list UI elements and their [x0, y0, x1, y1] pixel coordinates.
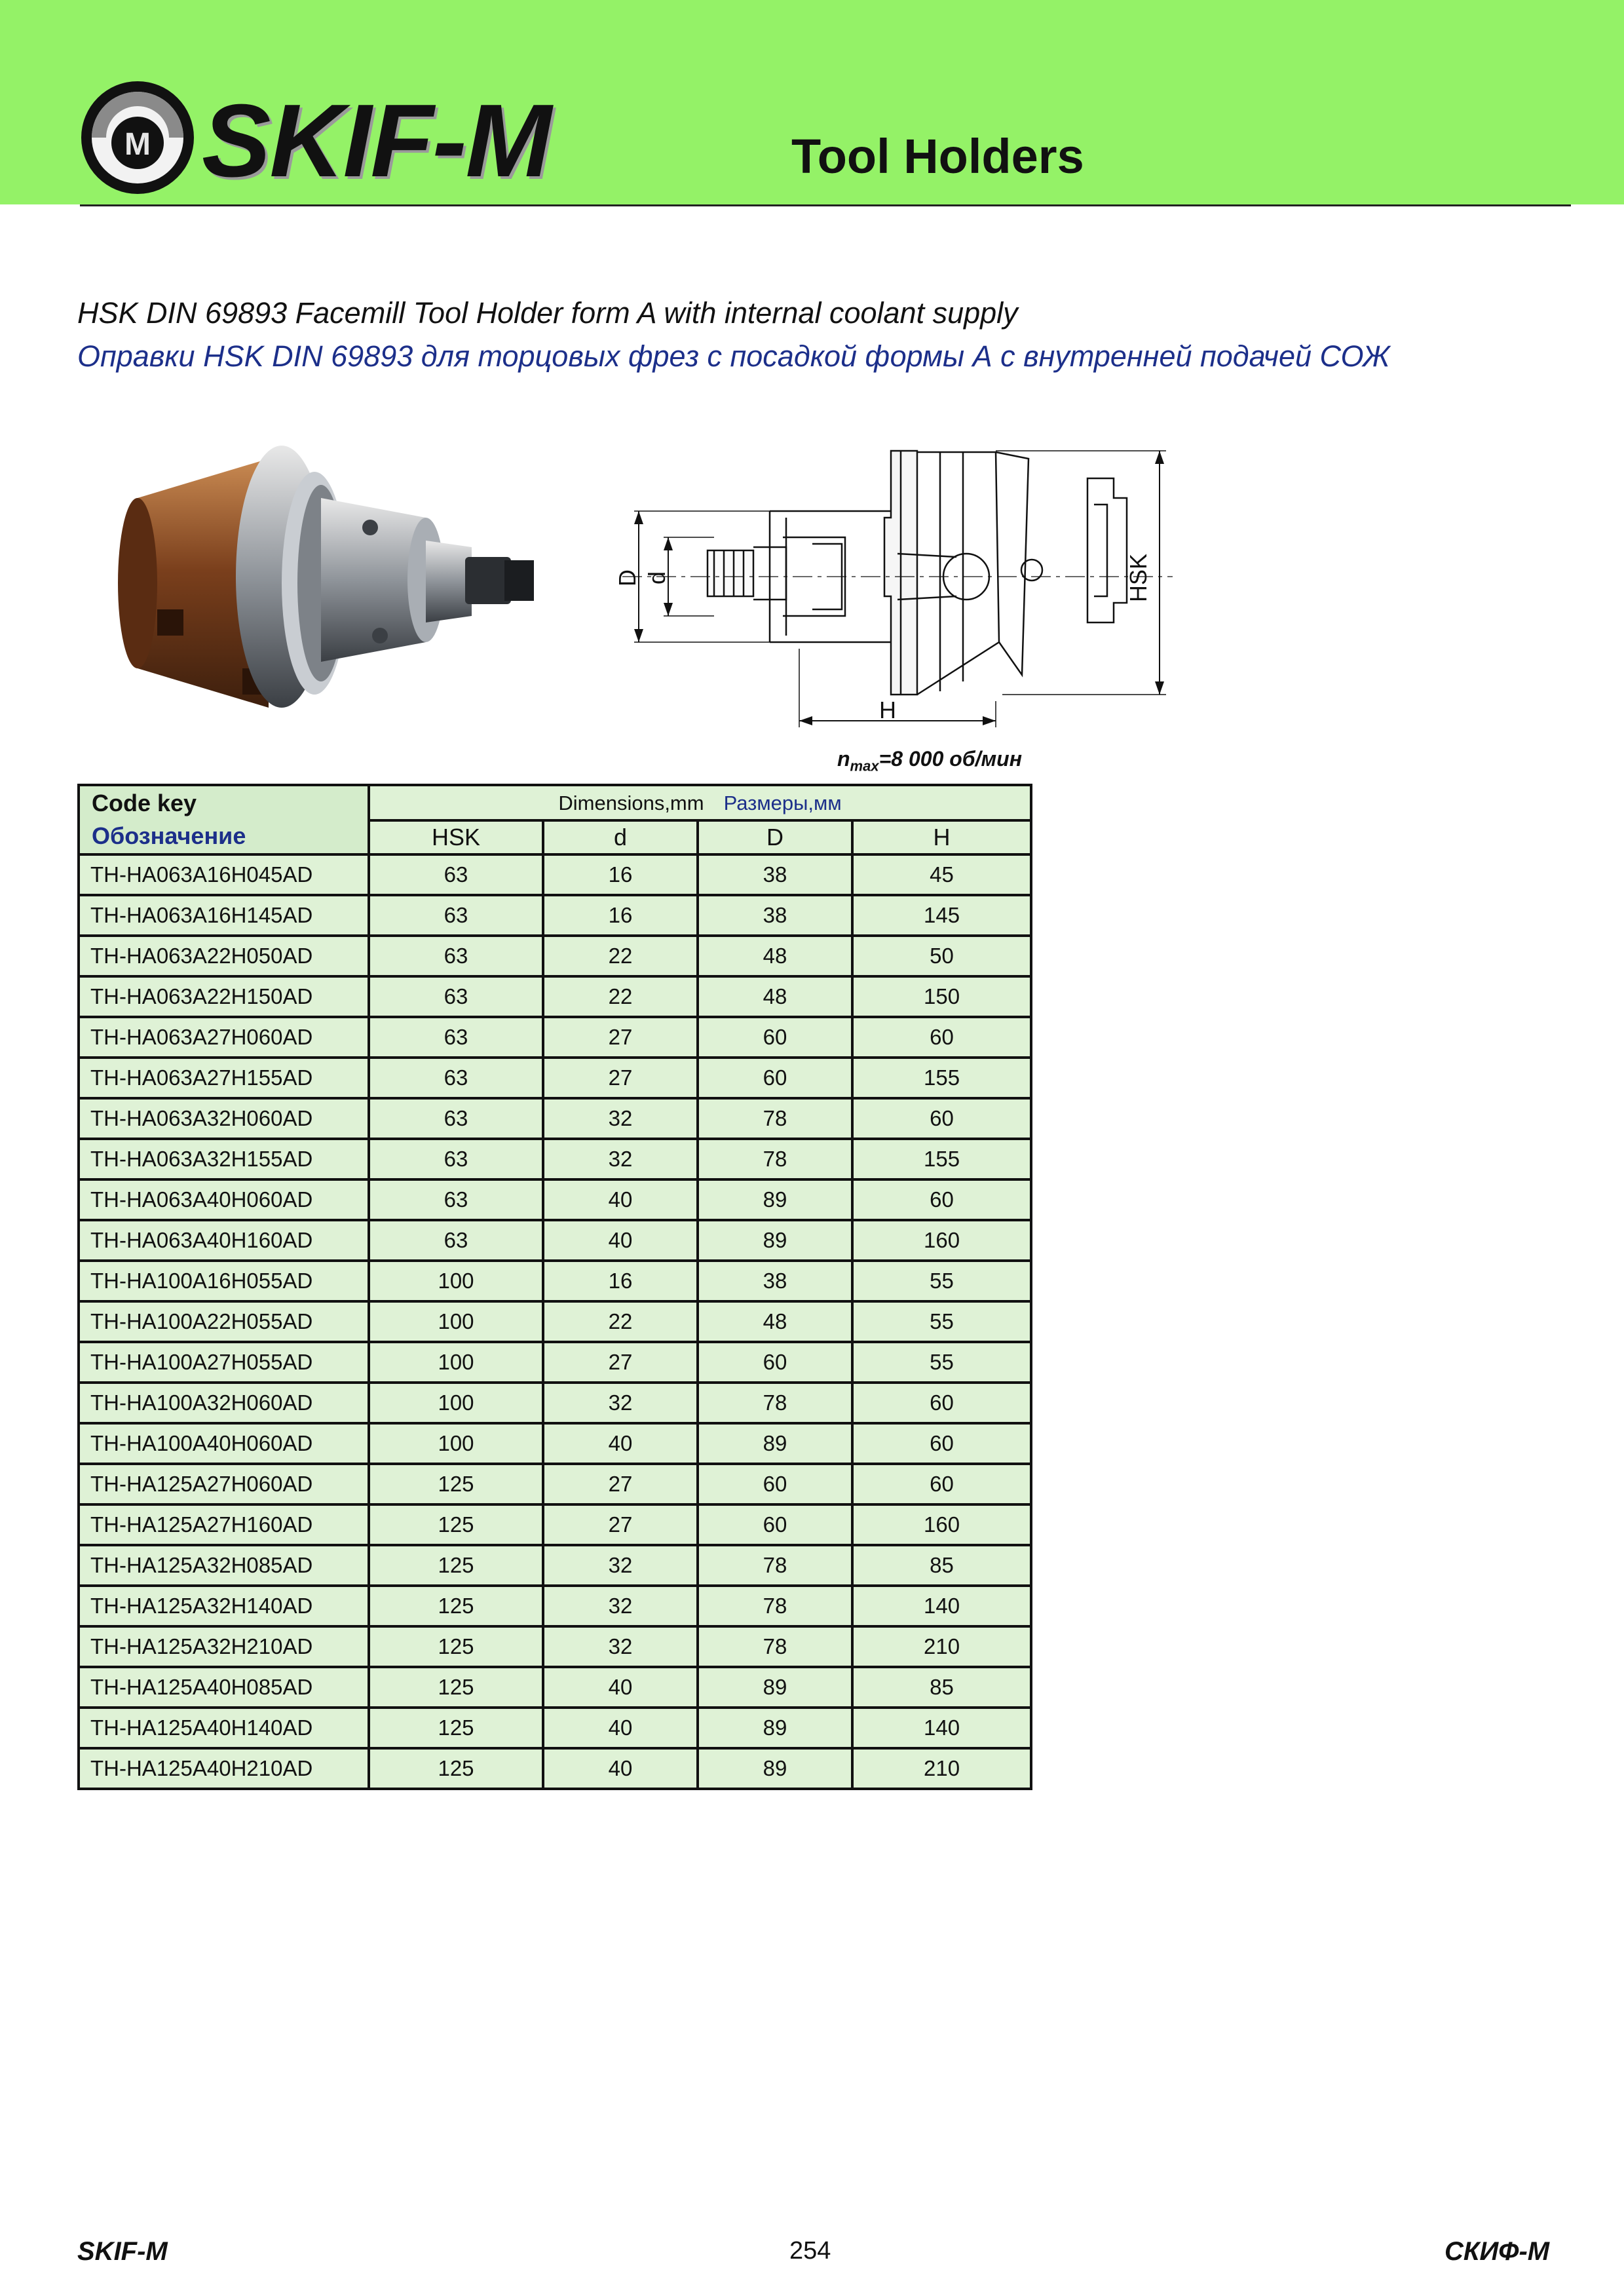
table-row [79, 1058, 1031, 1098]
max-speed-note [837, 747, 1022, 775]
cell-code: TH-HA063A27H060AD [79, 1017, 369, 1058]
cell-D: 89 [698, 1667, 852, 1708]
col-header-H: H [852, 820, 1031, 854]
cell-d: 27 [543, 1504, 698, 1545]
cell-H: 160 [852, 1220, 1031, 1261]
cell-hsk: 100 [369, 1423, 543, 1464]
cell-code: TH-HA063A40H160AD [79, 1220, 369, 1261]
cell-code: TH-HA125A32H140AD [79, 1586, 369, 1626]
subtitle-english: HSK DIN 69893 Facemill Tool Holder form A with internal coolant supply [77, 296, 1018, 330]
cell-D: 78 [698, 1098, 852, 1139]
cell-H: 140 [852, 1708, 1031, 1748]
cell-hsk: 63 [369, 976, 543, 1017]
product-photo [98, 419, 570, 734]
cell-H: 155 [852, 1058, 1031, 1098]
table-row [79, 936, 1031, 976]
cell-hsk: 63 [369, 1139, 543, 1179]
cell-code: TH-HA125A32H210AD [79, 1626, 369, 1667]
cell-D: 60 [698, 1342, 852, 1383]
subtitle-russian: Оправки HSK DIN 69893 для торцовых фрез с посадкой формы А с внутренней подачей СОЖ [77, 339, 1390, 373]
cell-H: 150 [852, 976, 1031, 1017]
cell-H: 45 [852, 854, 1031, 895]
cell-d: 22 [543, 936, 698, 976]
table-row [79, 1708, 1031, 1748]
cell-d: 27 [543, 1017, 698, 1058]
spec-table-body [79, 854, 1031, 1789]
cell-hsk: 63 [369, 1058, 543, 1098]
cell-code: TH-HA100A16H055AD [79, 1261, 369, 1301]
cell-H: 60 [852, 1017, 1031, 1058]
cell-hsk: 125 [369, 1667, 543, 1708]
cell-H: 210 [852, 1626, 1031, 1667]
cell-d: 27 [543, 1058, 698, 1098]
cell-d: 16 [543, 1261, 698, 1301]
table-row [79, 1667, 1031, 1708]
logo-letter: M [124, 127, 151, 162]
cell-code: TH-HA063A27H155AD [79, 1058, 369, 1098]
brand-name: SKIF-M [202, 83, 551, 199]
cell-code: TH-HA125A40H140AD [79, 1708, 369, 1748]
header-row-1 [79, 785, 1031, 820]
cell-d: 16 [543, 895, 698, 936]
col-header-d: d [543, 820, 698, 854]
cell-d: 32 [543, 1139, 698, 1179]
cell-D: 60 [698, 1058, 852, 1098]
cell-D: 78 [698, 1626, 852, 1667]
cell-d: 22 [543, 1301, 698, 1342]
cell-code: TH-HA063A22H150AD [79, 976, 369, 1017]
codekey-ru: Обозначение [92, 822, 246, 849]
cell-hsk: 63 [369, 1017, 543, 1058]
codekey-en: Code key [92, 790, 197, 816]
cell-hsk: 63 [369, 1179, 543, 1220]
cell-hsk: 100 [369, 1301, 543, 1342]
cell-H: 55 [852, 1261, 1031, 1301]
cell-d: 40 [543, 1748, 698, 1789]
cell-d: 32 [543, 1626, 698, 1667]
cell-D: 60 [698, 1464, 852, 1504]
cell-H: 60 [852, 1464, 1031, 1504]
cell-H: 210 [852, 1748, 1031, 1789]
table-row [79, 1139, 1031, 1179]
table-row [79, 854, 1031, 895]
cell-code: TH-HA063A16H045AD [79, 854, 369, 895]
cell-D: 48 [698, 1301, 852, 1342]
cell-hsk: 63 [369, 1220, 543, 1261]
cell-code: TH-HA063A32H060AD [79, 1098, 369, 1139]
cell-D: 89 [698, 1220, 852, 1261]
cell-code: TH-HA125A40H085AD [79, 1667, 369, 1708]
cell-d: 40 [543, 1423, 698, 1464]
cell-code: TH-HA100A22H055AD [79, 1301, 369, 1342]
cell-code: TH-HA100A27H055AD [79, 1342, 369, 1383]
cell-H: 60 [852, 1423, 1031, 1464]
footer-brand-latin: SKIF-M [77, 2237, 168, 2266]
cell-hsk: 100 [369, 1342, 543, 1383]
cell-D: 89 [698, 1179, 852, 1220]
cell-D: 38 [698, 1261, 852, 1301]
table-row [79, 1545, 1031, 1586]
cell-code: TH-HA063A40H060AD [79, 1179, 369, 1220]
cell-H: 60 [852, 1179, 1031, 1220]
cell-D: 89 [698, 1423, 852, 1464]
cell-d: 27 [543, 1464, 698, 1504]
col-header-D: D [698, 820, 852, 854]
cell-code: TH-HA100A40H060AD [79, 1423, 369, 1464]
cell-D: 78 [698, 1139, 852, 1179]
table-row [79, 1748, 1031, 1789]
cell-D: 48 [698, 976, 852, 1017]
col-header-hsk: HSK [369, 820, 543, 854]
cell-code: TH-HA125A27H160AD [79, 1504, 369, 1545]
cell-code: TH-HA125A32H085AD [79, 1545, 369, 1586]
nmax-n: n [837, 747, 850, 771]
table-row [79, 1504, 1031, 1545]
cell-hsk: 125 [369, 1708, 543, 1748]
cell-hsk: 63 [369, 895, 543, 936]
table-row [79, 1179, 1031, 1220]
table-row [79, 1342, 1031, 1383]
cell-code: TH-HA063A22H050AD [79, 936, 369, 976]
table-row [79, 1301, 1031, 1342]
cell-hsk: 63 [369, 936, 543, 976]
cell-d: 40 [543, 1220, 698, 1261]
cell-D: 78 [698, 1383, 852, 1423]
label-H: H [879, 697, 896, 723]
cell-d: 40 [543, 1179, 698, 1220]
table-row [79, 895, 1031, 936]
cell-H: 140 [852, 1586, 1031, 1626]
cell-code: TH-HA125A27H060AD [79, 1464, 369, 1504]
table-row [79, 1423, 1031, 1464]
cell-D: 48 [698, 936, 852, 976]
footer-brand-cyrillic: СКИФ-М [1445, 2237, 1550, 2266]
brand-logo [77, 77, 549, 199]
cell-D: 89 [698, 1708, 852, 1748]
cell-D: 38 [698, 854, 852, 895]
dimensions-header [369, 785, 1031, 820]
table-row [79, 1464, 1031, 1504]
cell-H: 60 [852, 1098, 1031, 1139]
table-row [79, 1586, 1031, 1626]
cell-hsk: 125 [369, 1586, 543, 1626]
cell-hsk: 63 [369, 854, 543, 895]
label-D: D [614, 569, 641, 586]
cell-hsk: 125 [369, 1464, 543, 1504]
cell-H: 85 [852, 1545, 1031, 1586]
cell-H: 85 [852, 1667, 1031, 1708]
label-d: d [643, 571, 670, 585]
page-number: 254 [789, 2237, 831, 2265]
table-row [79, 1383, 1031, 1423]
cell-H: 155 [852, 1139, 1031, 1179]
table-row [79, 1017, 1031, 1058]
cell-d: 40 [543, 1708, 698, 1748]
cell-D: 38 [698, 895, 852, 936]
table-row [79, 1261, 1031, 1301]
label-HSK: HSK [1125, 553, 1152, 603]
cell-d: 32 [543, 1545, 698, 1586]
cell-d: 32 [543, 1098, 698, 1139]
table-row [79, 1220, 1031, 1261]
codekey-header [79, 785, 369, 854]
cell-hsk: 125 [369, 1748, 543, 1789]
cell-H: 55 [852, 1301, 1031, 1342]
cell-D: 60 [698, 1017, 852, 1058]
page-title: Tool Holders [791, 129, 1084, 183]
cell-H: 60 [852, 1383, 1031, 1423]
cell-d: 16 [543, 854, 698, 895]
cell-D: 60 [698, 1504, 852, 1545]
cell-d: 40 [543, 1667, 698, 1708]
cell-H: 160 [852, 1504, 1031, 1545]
cell-hsk: 125 [369, 1626, 543, 1667]
cell-code: TH-HA125A40H210AD [79, 1748, 369, 1789]
dimensions-ru: Размеры,мм [723, 792, 842, 814]
cell-H: 145 [852, 895, 1031, 936]
cell-hsk: 100 [369, 1261, 543, 1301]
cell-code: TH-HA063A32H155AD [79, 1139, 369, 1179]
cell-D: 89 [698, 1748, 852, 1789]
table-row [79, 976, 1031, 1017]
table-row [79, 1626, 1031, 1667]
nmax-sub: max [850, 757, 879, 775]
technical-drawing [609, 432, 1186, 740]
cell-hsk: 125 [369, 1504, 543, 1545]
cell-code: TH-HA063A16H145AD [79, 895, 369, 936]
dimensions-en: Dimensions,mm [558, 792, 704, 814]
table-row [79, 1098, 1031, 1139]
cell-D: 78 [698, 1586, 852, 1626]
cell-code: TH-HA100A32H060AD [79, 1383, 369, 1423]
cell-d: 32 [543, 1586, 698, 1626]
spec-table [77, 784, 1032, 1790]
cell-H: 50 [852, 936, 1031, 976]
cell-hsk: 125 [369, 1545, 543, 1586]
cell-d: 32 [543, 1383, 698, 1423]
nmax-value: =8 000 об/мин [878, 747, 1023, 771]
cell-H: 55 [852, 1342, 1031, 1383]
cell-d: 27 [543, 1342, 698, 1383]
cell-D: 78 [698, 1545, 852, 1586]
skif-m-circle-logo-icon [77, 77, 202, 199]
cell-d: 22 [543, 976, 698, 1017]
cell-hsk: 63 [369, 1098, 543, 1139]
header-divider [80, 204, 1571, 206]
cell-hsk: 100 [369, 1383, 543, 1423]
